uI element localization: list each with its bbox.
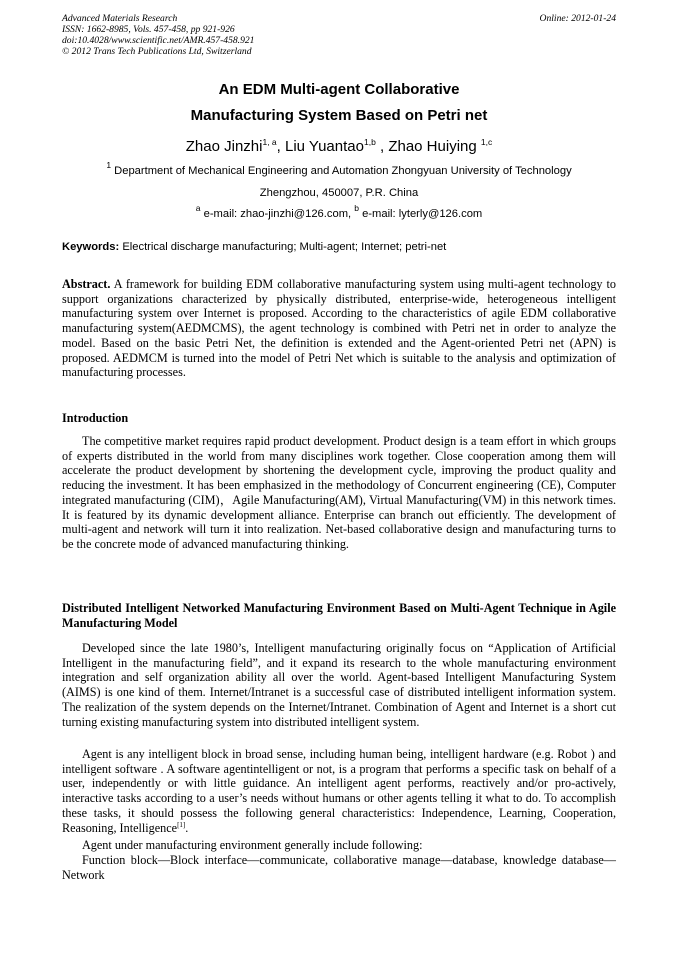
online-date: Online: 2012-01-24 bbox=[539, 13, 616, 24]
introduction-paragraph: The competitive market requires rapid product development. Product design is a team effort in which groups of experts distributed in the world from many disciplines work together. Close cooperation among them will accelerate the product development by shortening the development cycle, improving the product quality and reducing the investment. It has been emphasized in the methodology of Concurrent engineering (CE), Computer integrated manufacturing (CIM)，Agile Manufacturing(AM), Virtual Manufacturing(VM) in this network times. It is featured by its dynamic development alliance. Enterprise can branch out efficiently. The development of multi-agent and network will turn it into realization. Net-based collaborative design and manufacturing turns to be the concrete mode of advanced manufacturing thinking. bbox=[62, 434, 616, 551]
keywords-label: Keywords: bbox=[62, 241, 120, 253]
issn-line: ISSN: 1662-8985, Vols. 457-458, pp 921-926 bbox=[62, 24, 235, 35]
doi-line: doi:10.4028/www.scientific.net/AMR.457-458.921 bbox=[62, 35, 255, 46]
author-name: Zhao Huiying bbox=[388, 138, 477, 155]
author-name: Zhao Jinzhi bbox=[185, 138, 263, 155]
section2-paragraph3: Agent under manufacturing environment generally include following: bbox=[82, 838, 423, 852]
paper-title-line1: An EDM Multi-agent Collaborative bbox=[218, 81, 460, 98]
affiliation-line1: $^1$ Department of Mechanical Engineering and Automation Zhongyuan University of Technology bbox=[106, 160, 572, 177]
abstract-label: Abstract. bbox=[62, 277, 111, 291]
email-sup-a: a bbox=[195, 203, 201, 213]
author-name: Liu Yuantao bbox=[285, 138, 364, 155]
citation-ref: [1] bbox=[177, 820, 186, 829]
section2-paragraph4: Function block—Block interface—communicate, collaborative manage—database, knowledge database—Network bbox=[62, 853, 616, 882]
section2-heading: Distributed Intelligent Networked Manufacturing Environment Based on Multi-Agent Technique in Agile Manufacturing Model bbox=[62, 601, 616, 630]
abstract bbox=[62, 277, 616, 380]
journal-header bbox=[62, 13, 616, 57]
affiliation-sup: 1 bbox=[106, 160, 112, 170]
affiliation-line2: Zhengzhou, 450007, P.R. China bbox=[259, 187, 419, 199]
email-line bbox=[62, 203, 616, 222]
copyright-line: © 2012 Trans Tech Publications Ltd, Switzerland bbox=[62, 46, 252, 57]
author-affil-sup: 1,b bbox=[363, 137, 376, 147]
keywords-text: Electrical discharge manufacturing; Multi-agent; Internet; petri-net bbox=[122, 241, 447, 253]
email-sup-b: b bbox=[354, 203, 359, 213]
section2-paragraph1: Developed since the late 1980’s, Intelligent manufacturing originally focus on “Application of Artificial Intelligent in the manufacturing field”, and it expand its research to the whole manufacturing environment integration and self organization ability all over the world. Agent-based Intelligent Manufacturing System (AIMS) is one kind of them. Internet/Intranet is a successful case of distributed intelligent information system. The realization of the system depends on the Internet/Intranet. Combination of Agent and Internet is a short cut turning existing manufacturing system into distributed intelligent system. bbox=[62, 641, 616, 729]
author-affil-sup: 1,c bbox=[480, 137, 493, 147]
email-b: e-mail: lyterly@126.com bbox=[362, 208, 483, 220]
abstract-text: A framework for building EDM collaborative manufacturing system using multi-agent technology to support organizations characterized by physically distributed, enterprise-wide, heterogeneous intelligent manufacturing system over Internet is proposed. According to the characteristics of agile EDM collaborative manufacturing system(AEDMCMS), the agent technology is combined with Petri net in order to analyze the model. Based on the basic Petri Net, the definition is extended and the Agent-oriented Petri net (APN) is proposed. AEDMCM is turned into the model of Petri Net which is suitable to the analysis and optimization of manufacturing processes. bbox=[62, 277, 616, 380]
email-a: e-mail: zhao-jinzhi@126.com, bbox=[203, 208, 352, 220]
introduction-heading: Introduction bbox=[62, 411, 129, 425]
journal-name: Advanced Materials Research bbox=[62, 13, 178, 24]
author-affil-sup: 1, a bbox=[262, 137, 277, 147]
section2-paragraph2: Agent is any intelligent block in broad sense, including human being, intelligent hardware (e.g. Robot ) and intelligent software . A software agentintelligent or not, is a program that performs a specific task on behalf of a user, independently or with little guidance. An intelligent agent performs, reactively and/or pro-actively, interactive tasks according to a user’s needs without humans or other agents telling it what to do. To accomplish these tasks, it should possess the following general characteristics: Independence, Learning, Cooperation, Reasoning, Intelligence[1]. bbox=[62, 747, 616, 835]
keywords bbox=[62, 240, 616, 255]
author-list: Zhao Jinzhi$^{1, a}$, Liu Yuantao$^{1,b}$ , Zhao Huiying $^{1,c}$ bbox=[185, 137, 493, 155]
paper-title-line2: Manufacturing System Based on Petri net bbox=[190, 107, 488, 124]
